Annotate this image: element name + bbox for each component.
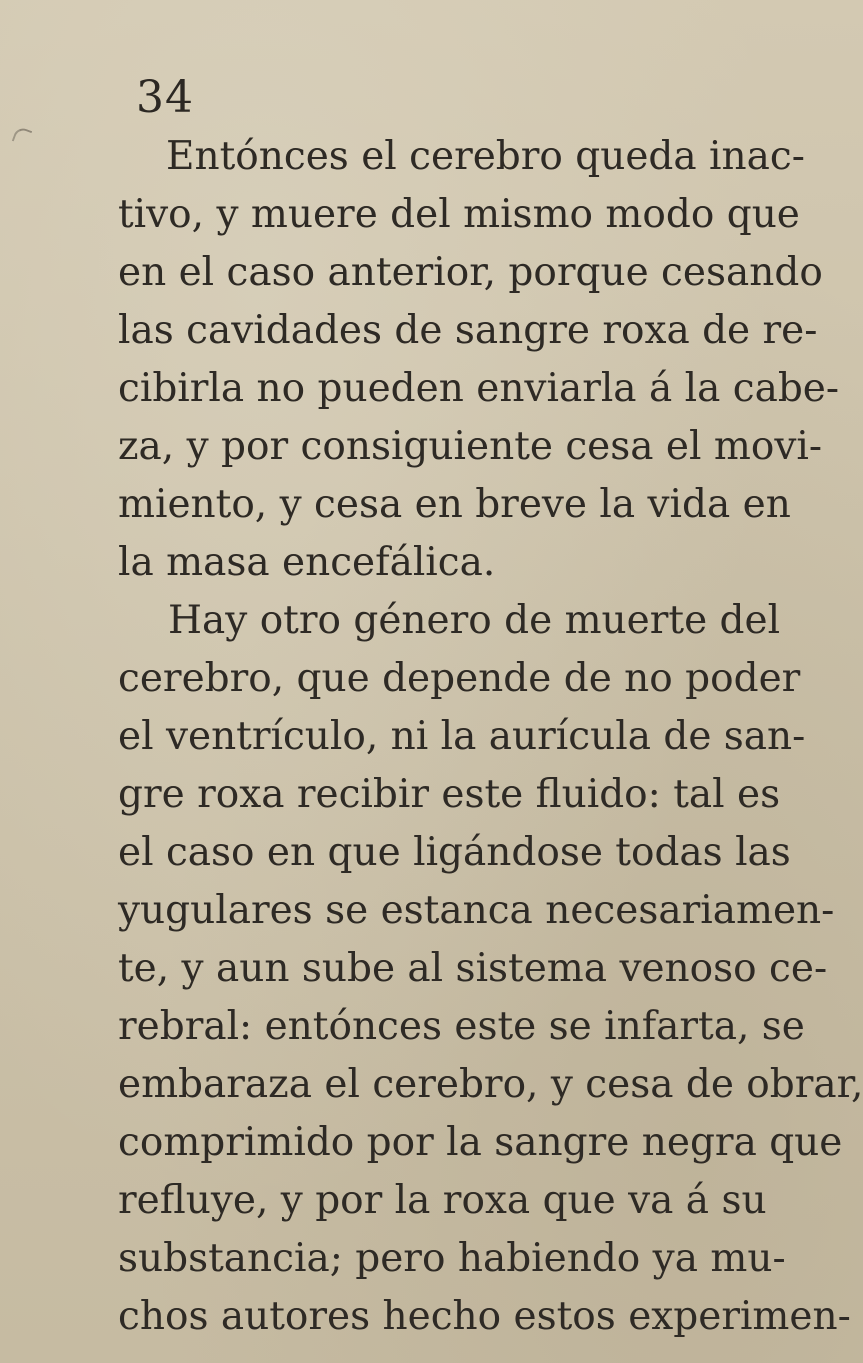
text-line: refluye, y por la roxa que va á su [118, 1178, 767, 1223]
text-line: las cavidades de sangre roxa de re- [118, 308, 818, 353]
text-line: za, y por consiguiente cesa el movi- [118, 424, 823, 469]
text-line: miento, y cesa en breve la vida en [118, 482, 791, 527]
page-number: 34 [136, 72, 194, 123]
text-line-paragraph-start: Entónces el cerebro queda inac- [166, 134, 805, 179]
text-line-paragraph-start: Hay otro género de muerte del [168, 598, 781, 643]
text-line: tivo, y muere del mismo modo que [118, 192, 800, 237]
text-line: el caso en que ligándose todas las [118, 830, 791, 875]
text-line: comprimido por la sangre negra que [118, 1120, 843, 1165]
text-line: substancia; pero habiendo ya mu- [118, 1236, 786, 1281]
text-line: rebral: entónces este se infarta, se [118, 1004, 805, 1049]
text-line: te, y aun sube al sistema venoso ce- [118, 946, 828, 991]
text-line: cerebro, que depende de no poder [118, 656, 801, 701]
text-line: en el caso anterior, porque cesando [118, 250, 823, 295]
page-edge-mark [12, 126, 33, 147]
text-line: gre roxa recibir este fluido: tal es [118, 772, 781, 817]
body-text [118, 128, 863, 1346]
text-line: embaraza el cerebro, y cesa de obrar, [118, 1062, 863, 1107]
text-line: yugulares se estanca necesariamen- [118, 888, 835, 933]
text-line: cibirla no pueden enviarla á la cabe- [118, 366, 840, 411]
text-line: la masa encefálica. [118, 540, 496, 585]
text-line: chos autores hecho estos experimen- [118, 1294, 851, 1339]
text-line: el ventrículo, ni la aurícula de san- [118, 714, 806, 759]
